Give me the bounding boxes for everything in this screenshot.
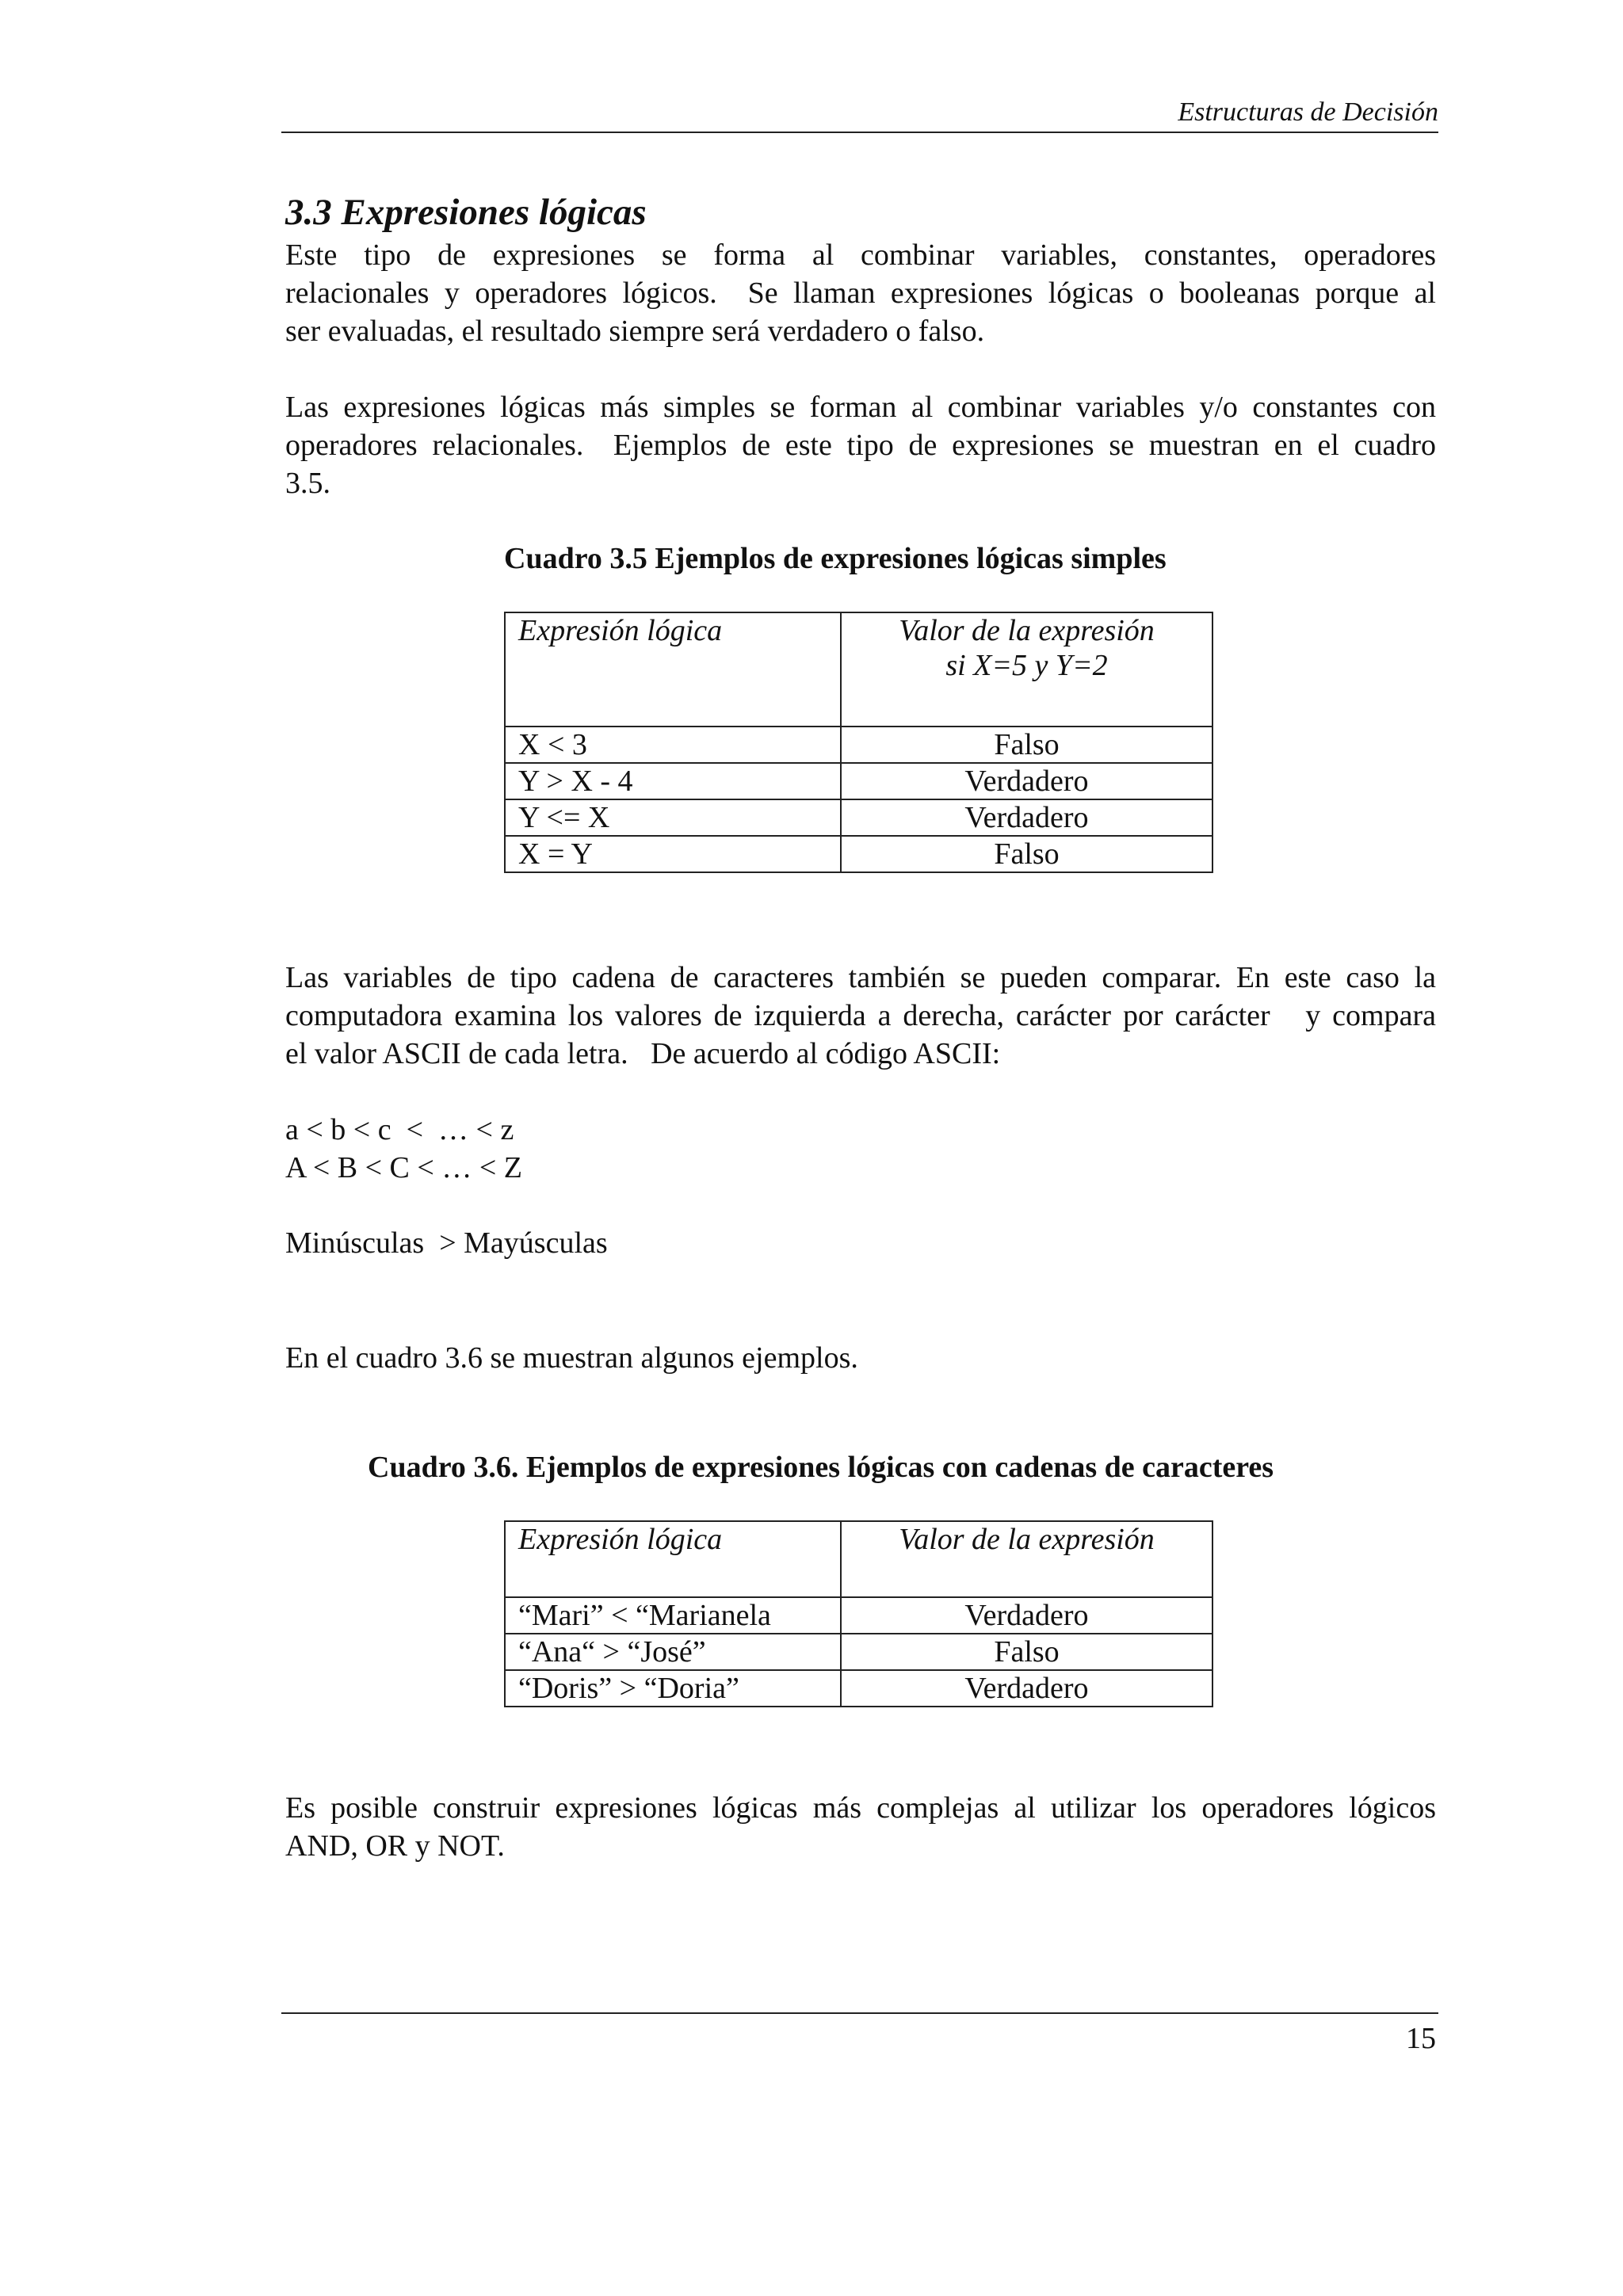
paragraph-examples-intro bbox=[285, 1339, 1436, 1377]
cell-value: Falso bbox=[841, 1634, 1212, 1670]
case-rule bbox=[285, 1224, 1436, 1262]
table-row bbox=[505, 727, 1212, 763]
table-row bbox=[505, 1670, 1212, 1707]
paragraph-string-comparison bbox=[285, 959, 1436, 1073]
cell-value: Verdadero bbox=[841, 763, 1212, 799]
header-value-line2: si X=5 y Y=2 bbox=[945, 649, 1108, 682]
paragraph-line: relacionales y operadores lógicos. Se llaman expresiones lógicas o booleanas porque al bbox=[285, 277, 1436, 310]
cell-value: Falso bbox=[841, 836, 1212, 872]
header-rule bbox=[281, 132, 1438, 133]
paragraph-line: Las variables de tipo cadena de caracteres también se pueden comparar. En este caso la bbox=[285, 961, 1436, 994]
paragraph-line: computadora examina los valores de izquierda a derecha, carácter por carácter y compara bbox=[285, 999, 1436, 1032]
section-title: 3.3 Expresiones lógicas bbox=[285, 192, 647, 233]
paragraph-line: operadores relacionales. Ejemplos de este tipo de expresiones se muestran en el cuadro bbox=[285, 429, 1436, 462]
paragraph-line: Es posible construir expresiones lógicas más complejas al utilizar los operadores lógicos bbox=[285, 1791, 1436, 1825]
table-row bbox=[505, 763, 1212, 799]
table-row bbox=[505, 1597, 1212, 1634]
cell-value: Verdadero bbox=[841, 1670, 1212, 1707]
paragraph-line: Este tipo de expresiones se forma al combinar variables, constantes, operadores bbox=[285, 238, 1436, 272]
table-row bbox=[505, 799, 1212, 836]
table-string-expressions bbox=[504, 1520, 1213, 1707]
header-value: Valor de la expresión bbox=[841, 1521, 1212, 1597]
table2-caption: Cuadro 3.6. Ejemplos de expresiones lógicas con cadenas de caracteres bbox=[368, 1451, 1274, 1484]
paragraph-complex-expressions bbox=[285, 1789, 1436, 1865]
header-expression: Expresión lógica bbox=[505, 1521, 841, 1597]
paragraph-line: el valor ASCII de cada letra. De acuerdo al código ASCII: bbox=[285, 1037, 1001, 1070]
table-header-row bbox=[505, 612, 1212, 727]
paragraph-intro bbox=[285, 236, 1436, 350]
table-row bbox=[505, 1634, 1212, 1670]
paragraph-line: AND, OR y NOT. bbox=[285, 1829, 505, 1863]
paragraph-line: 3.5. bbox=[285, 467, 330, 500]
paragraph-simple-expressions bbox=[285, 388, 1436, 502]
footer-rule bbox=[281, 2012, 1438, 2014]
header-value-line1: Valor de la expresión bbox=[899, 614, 1155, 647]
cell-value: Verdadero bbox=[841, 1597, 1212, 1634]
cell-expression: X = Y bbox=[505, 836, 841, 872]
table1-caption: Cuadro 3.5 Ejemplos de expresiones lógicas simples bbox=[504, 542, 1167, 575]
cell-expression: Y > X - 4 bbox=[505, 763, 841, 799]
cell-value: Verdadero bbox=[841, 799, 1212, 836]
case-rule-text: Minúsculas > Mayúsculas bbox=[285, 1226, 608, 1260]
lowercase-order: a < b < c < … < z bbox=[285, 1113, 514, 1146]
uppercase-order: A < B < C < … < Z bbox=[285, 1151, 522, 1184]
header-value bbox=[841, 612, 1212, 727]
cell-expression: X < 3 bbox=[505, 727, 841, 763]
page-number: 15 bbox=[1406, 2022, 1436, 2055]
paragraph-line: Las expresiones lógicas más simples se forman al combinar variables y/o constantes con bbox=[285, 391, 1436, 424]
cell-value: Falso bbox=[841, 727, 1212, 763]
table-row bbox=[505, 836, 1212, 872]
cell-expression: Y <= X bbox=[505, 799, 841, 836]
running-header: Estructuras de Decisión bbox=[1178, 97, 1438, 127]
cell-expression: “Mari” < “Marianela bbox=[505, 1597, 841, 1634]
header-expression: Expresión lógica bbox=[505, 612, 841, 727]
cell-expression: “Doris” > “Doria” bbox=[505, 1670, 841, 1707]
table-header-row bbox=[505, 1521, 1212, 1597]
table-simple-expressions bbox=[504, 612, 1213, 873]
paragraph-line: En el cuadro 3.6 se muestran algunos ejemplos. bbox=[285, 1341, 858, 1375]
cell-expression: “Ana“ > “José” bbox=[505, 1634, 841, 1670]
ascii-order bbox=[285, 1111, 1436, 1187]
paragraph-line: ser evaluadas, el resultado siempre será verdadero o falso. bbox=[285, 315, 985, 348]
